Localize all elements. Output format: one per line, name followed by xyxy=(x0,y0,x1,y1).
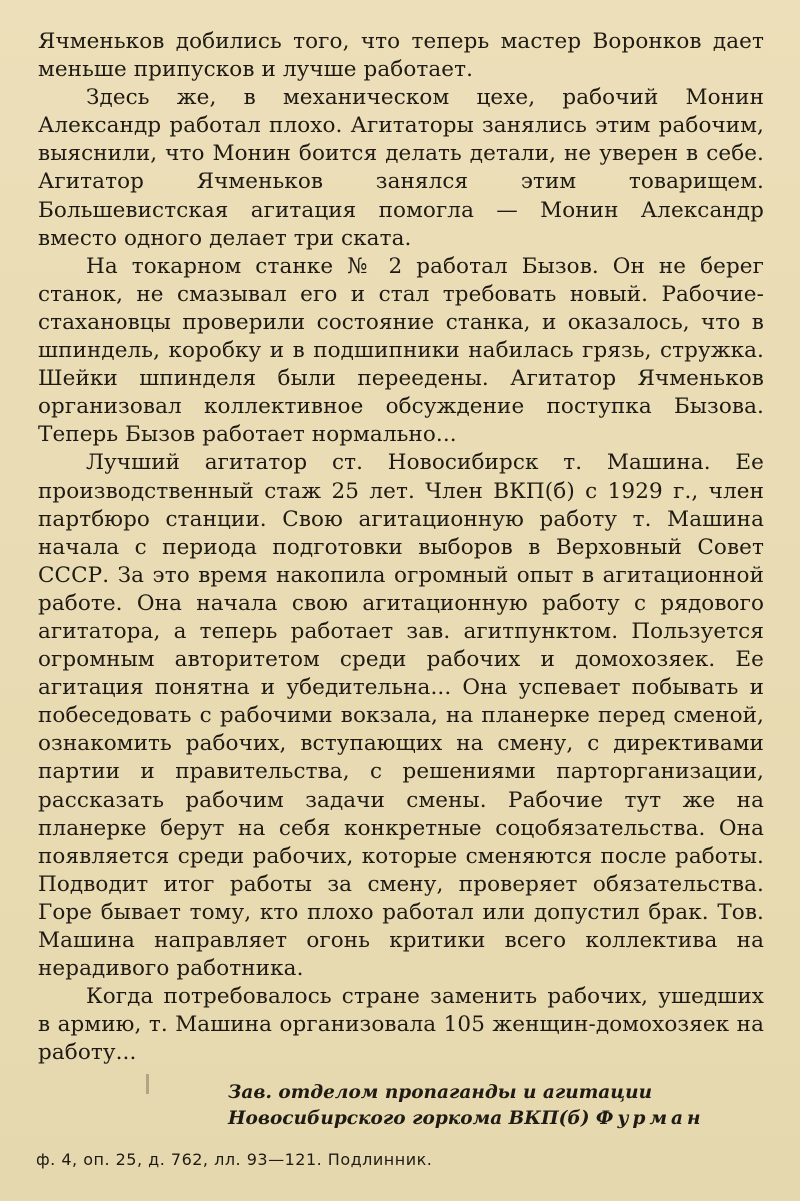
signature-name: Фурман xyxy=(595,1108,705,1129)
margin-mark xyxy=(146,1074,149,1094)
archive-footnote: ф. 4, оп. 25, д. 762, лл. 93—121. Подлинник. xyxy=(36,1150,433,1169)
paragraph-2: Здесь же, в механическом цехе, рабочий Монин Александр работал плохо. Агитаторы занялись этим рабочим, выяснили, что Монин боится делать детали, не уверен в себе. Агитатор Ячменьков занялся этим товарищем. Большевистская агитация помогла — Монин Александр вместо одного делает три ската. xyxy=(38,85,764,251)
paragraph-1: Ячменьков добились того, что теперь мастер Воронков дает меньше припусков и лучше работает. xyxy=(38,29,764,83)
paragraph-3: На токарном станке № 2 работал Бызов. Он не берег станок, не смазывал его и стал требовать новый. Рабочие-стахановцы проверили состояние станка, и оказалось, что в шпиндель, коробку и в подшипники набилась грязь, стружка. Шейки шпинделя были переедены. Агитатор Ячменьков организовал коллективное обсуждение поступка Бызова. Теперь Бызов работает нормально... xyxy=(38,253,764,448)
paragraph-5: Когда потребовалось стране заменить рабочих, ушедших в армию, т. Машина организовала 105 женщин-домохозяек на работу... xyxy=(38,984,764,1066)
signature-block xyxy=(228,1080,768,1132)
paragraph-4: Лучший агитатор ст. Новосибирск т. Машина. Ее производственный стаж 25 лет. Член ВКП(б) с 1929 г., член партбюро станции. Свою агитационную работу т. Машина начала с периода подготовки выборов в Верховный Совет СССР. За это время накопила огромный опыт в агитационной работе. Она начала свою агитационную работу с рядового агитатора, а теперь работает зав. агитпунктом. Пользуется огромным авторитетом среди рабочих и домохозяек. Ее агитация понятна и убедительна... Она успевает побывать и побеседовать с рабочими вокзала, на планерке перед сменой, ознакомить рабочих, вступающих на смену, с директивами партии и правительства, с решениями парторганизации, рассказать рабочим задачи смены. Рабочие тут же на планерке берут на себя конкретные соцобязательства. Она появляется среди рабочих, которые сменяются после работы. Подводит итог работы за смену, проверяет обязательства. Горе бывает тому, кто плохо работал или допустил брак. Тов. Машина направляет огонь критики всего коллектива на нерадивого работника. xyxy=(38,450,764,982)
signature-line: Зав. отделом пропаганды и агитации Новосибирского горкома ВКП(б) xyxy=(228,1082,653,1129)
